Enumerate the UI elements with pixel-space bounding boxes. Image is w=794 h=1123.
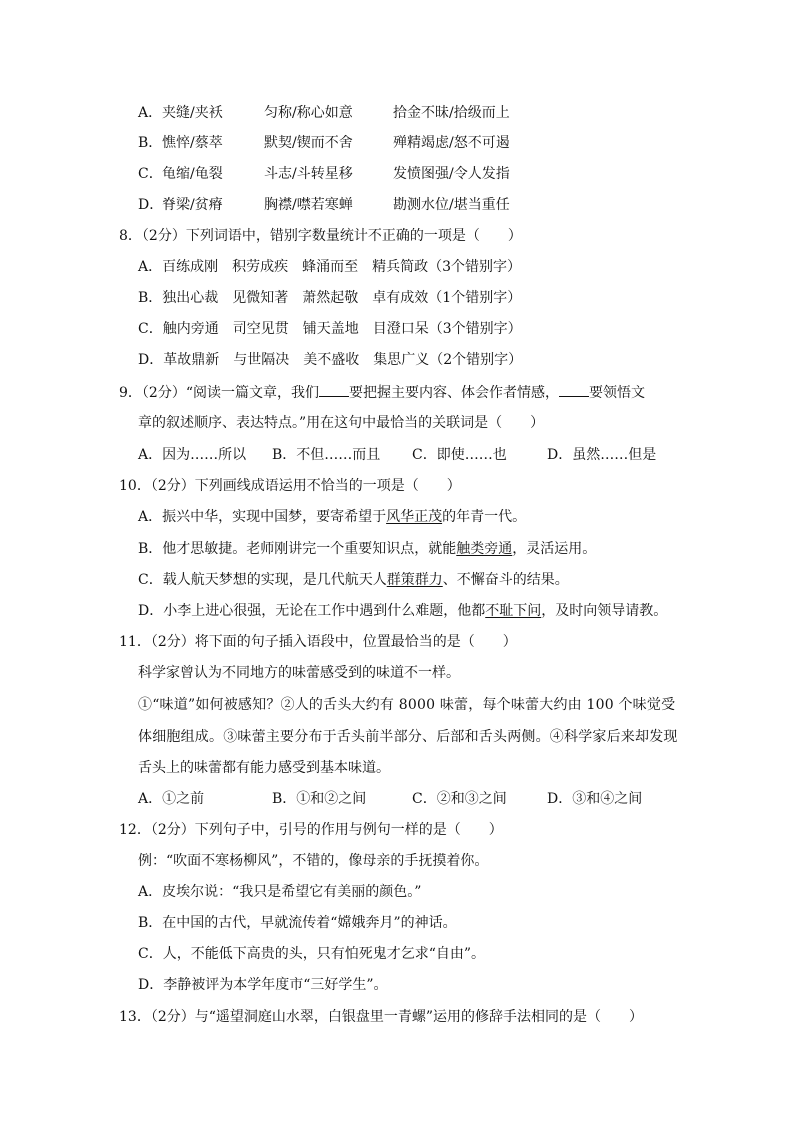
q10-option-b — [138, 539, 596, 559]
q10-option-d — [138, 601, 667, 621]
q9-blank-1 — [319, 382, 349, 397]
q11-option-c: C．②和③之间 — [412, 791, 507, 807]
q11-option-d: D．③和④之间 — [547, 791, 643, 807]
q9-option-b: B．不但……而且 — [272, 447, 381, 463]
q9-stem-part2: 要把握主要内容、体会作者情感， — [348, 385, 559, 401]
q7-option-b-col2: 默契/锲而不舍 — [264, 135, 353, 151]
q7-option-c-col2: 斗志/斗转星移 — [264, 166, 353, 182]
q9-stem-line2: 章的叙述顺序、表达特点。”用在这句中最恰当的关联词是（ ） — [138, 415, 545, 431]
q7-option-c-col1: 龟缩/龟裂 — [162, 166, 223, 182]
q11-paragraph-line1: ①“味道”如何被感知？②人的舌头大约有 8000 味蕾，每个味蕾大约由 100 个味觉受 — [138, 697, 676, 713]
q9-option-a: A．因为……所以 — [138, 447, 247, 463]
q11-paragraph-line3: 舌头上的味蕾都有能力感受到基本味道。 — [138, 760, 390, 776]
q7-option-c-label: C． — [138, 166, 163, 182]
q8-option-d: D．革故鼎新 与世隔决 美不盛收 集思广义（2个错别字） — [138, 352, 523, 368]
q8-option-a: A．百练成刚 积劳成疾 蜂涌而至 精兵简政（3个错别字） — [138, 259, 522, 275]
q8-option-c: C．触内旁通 司空见贯 铺天盖地 目澄口呆（3个错别字） — [138, 321, 522, 337]
q7-option-a-col1: 夹缝/夹袄 — [162, 105, 223, 121]
q13-stem: 13．（2分）与“遥望洞庭山水翠，白银盘里一青螺”运用的修辞手法相同的是（ ） — [119, 1009, 644, 1025]
q8-stem: 8．（2分）下列词语中，错别字数量统计不正确的一项是（ ） — [119, 228, 522, 244]
q7-option-b-col1: 憔悴/蔡萃 — [162, 135, 223, 151]
q10-option-b-underlined-idiom: 触类旁通 — [456, 541, 513, 557]
q10-option-b-text-end: ，灵活运用。 — [512, 541, 597, 557]
q9-stem — [119, 382, 645, 403]
q10-option-c-underlined-idiom: 群策群力 — [386, 572, 443, 588]
q9-blank-2 — [559, 382, 589, 397]
q11-option-b: B．①和②之间 — [272, 791, 367, 807]
q7-option-d-col3: 勘测水位/堪当重任 — [393, 197, 510, 213]
q7-option-c-col3: 发愤图强/令人发指 — [393, 166, 510, 182]
q8-option-b: B．独出心裁 见微知著 萧然起敬 卓有成效（1个错别字） — [138, 290, 522, 306]
q7-option-d-col2: 胸襟/噤若寒蝉 — [264, 197, 353, 213]
q9-option-c: C．即使……也 — [412, 447, 507, 463]
q12-example: 例：“吹面不寒杨柳风”，不错的，像母亲的手抚摸着你。 — [138, 853, 489, 869]
q7-option-d-label: D． — [138, 197, 164, 213]
q9-option-d: D．虽然……但是 — [547, 447, 657, 463]
q7-option-d-col1: 脊梁/贫瘠 — [162, 197, 223, 213]
q7-option-a-col2: 匀称/称心如意 — [264, 105, 353, 121]
q12-option-a: A．皮埃尔说：“我只是希望它有美丽的颜色。” — [138, 884, 422, 900]
q12-option-d: D．李静被评为本学年度市“三好学生”。 — [138, 977, 388, 993]
q9-stem-part3: 要领悟文 — [588, 385, 645, 401]
q10-option-d-underlined-idiom: 不耻下问 — [485, 603, 542, 619]
q10-option-a-text: A．振兴中华，实现中国梦，要寄希望于 — [138, 509, 387, 525]
q10-option-d-text-end: ，及时向领导请教。 — [541, 603, 668, 619]
q12-stem: 12．（2分）下列句子中，引号的作用与例句一样的是（ ） — [119, 822, 503, 838]
q11-stem: 11．（2分）将下面的句子插入语段中，位置最恰当的是（ ） — [119, 634, 517, 650]
q10-stem: 10．（2分）下列画线成语运用不恰当的一项是（ ） — [119, 478, 461, 494]
q7-option-b-col3: 殚精竭虑/怒不可遏 — [393, 135, 510, 151]
q7-option-b-label: B． — [138, 135, 163, 151]
q10-option-b-text: B．他才思敏捷。老师刚讲完一个重要知识点，就能 — [138, 541, 457, 557]
q10-option-c-text-end: 、不懈奋斗的结果。 — [442, 572, 569, 588]
q10-option-a — [138, 507, 526, 527]
q10-option-c — [138, 570, 569, 590]
q12-option-b: B．在中国的古代，早就流传着“嫦娥奔月”的神话。 — [138, 915, 457, 931]
q10-option-c-text: C．载人航天梦想的实现，是几代航天人 — [138, 572, 387, 588]
q11-paragraph-line2: 体细胞组成。③味蕾主要分布于舌头前半部分、后部和舌头两侧。④科学家后来却发现 — [138, 729, 678, 745]
q11-option-a: A．①之前 — [138, 791, 205, 807]
q10-option-a-text-end: 的年青一代。 — [442, 509, 527, 525]
q9-stem-part1: 9．（2分）“阅读一篇文章，我们 — [119, 385, 319, 401]
q12-option-c: C．人，不能低下高贵的头，只有怕死鬼才乞求“自由”。 — [138, 946, 486, 962]
q11-insert-sentence: 科学家曾认为不同地方的味蕾感受到的味道不一样。 — [138, 665, 460, 681]
q10-option-a-underlined-idiom: 风华正茂 — [386, 509, 443, 525]
q7-option-a-label: A． — [138, 105, 163, 121]
q10-option-d-text: D．小李上进心很强，无论在工作中遇到什么难题，他都 — [138, 603, 486, 619]
q7-option-a-col3: 拾金不昧/拾级而上 — [393, 105, 510, 121]
